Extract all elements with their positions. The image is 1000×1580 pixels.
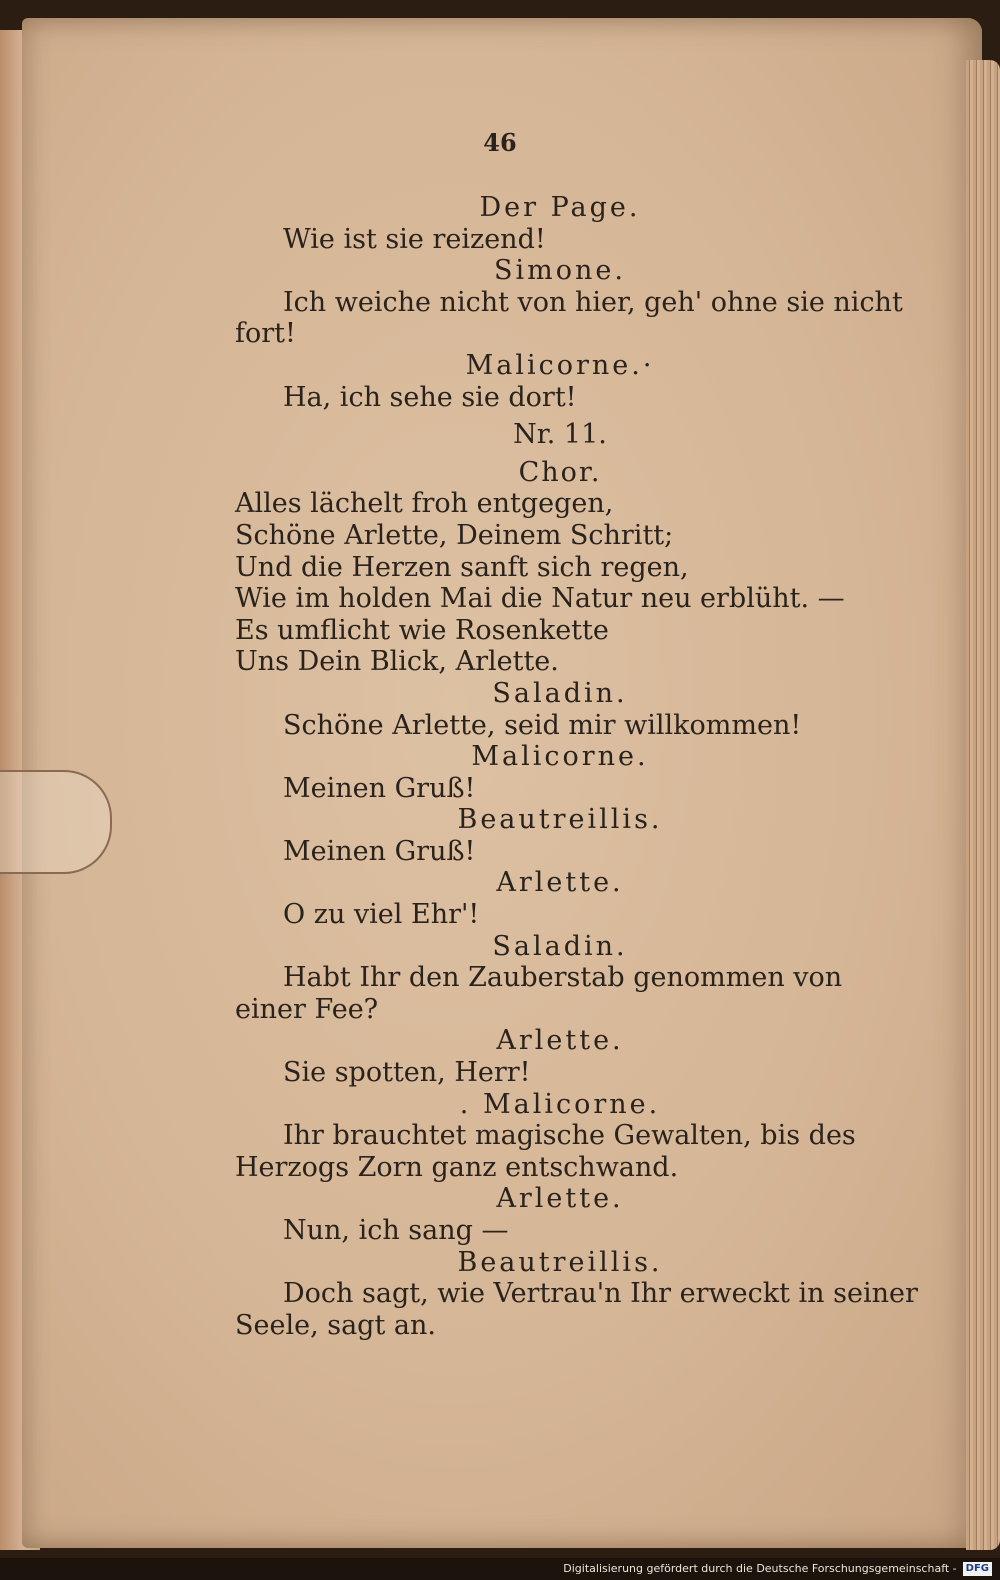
verse-line: Doch sagt, wie Vertrau'n Ihr erweckt in seiner [283, 1278, 918, 1310]
speaker-name: Saladin. [492, 677, 628, 709]
verse-line: Seele, sagt an. [235, 1309, 436, 1341]
speaker-name: Simone. [494, 255, 626, 287]
speaker-name: Saladin. [492, 930, 628, 962]
bookmark-tab [0, 770, 112, 874]
verse-line: Ha, ich sehe sie dort! [283, 381, 577, 413]
page-stack-edges [966, 60, 1000, 1550]
chorus-heading: Chor. [518, 456, 602, 488]
verse-line: Meinen Gruß! [283, 772, 476, 804]
verse-line: Ihr brauchtet magische Gewalten, bis des [283, 1120, 856, 1152]
speaker-name: Beautreillis. [457, 1246, 663, 1278]
verse-line: einer Fee? [235, 993, 379, 1025]
digitization-footer [0, 1558, 1000, 1580]
verse-line: Wie im holden Mai die Natur neu erblüht. — [235, 583, 845, 615]
speaker-name: Arlette. [496, 1025, 624, 1057]
number-heading: Nr. 11. [513, 419, 607, 451]
speaker-name: Arlette. [496, 1183, 624, 1215]
verse-line: O zu viel Ehr'! [283, 899, 480, 931]
speaker-name: Malicorne. [471, 741, 649, 773]
verse-line: Herzogs Zorn ganz entschwand. [235, 1151, 679, 1183]
speaker-name: . Malicorne. [459, 1088, 661, 1120]
verse-line: Und die Herzen sanft sich regen, [235, 551, 689, 583]
verse-line: Meinen Gruß! [283, 835, 476, 867]
verse-line: Ich weiche nicht von hier, geh' ohne sie nicht [283, 286, 903, 318]
verse-line: Es umflicht wie Rosenkette [235, 614, 609, 646]
verse-line: Nun, ich sang — [283, 1215, 509, 1246]
verse-line: Alles lächelt froh entgegen, [235, 488, 614, 520]
footer-credit: Digitalisierung gefördert durch die Deutsche Forschungsgemeinschaft - [563, 1562, 957, 1575]
verse-line: Wie ist sie reizend! [283, 223, 546, 255]
verse-line: Uns Dein Blick, Arlette. [235, 646, 559, 678]
speaker-name: Malicorne.· [465, 349, 655, 381]
page-number: 46 [483, 128, 517, 157]
page-text [235, 192, 918, 1341]
verse-line: Sie spotten, Herr! [283, 1057, 531, 1089]
verse-line: Schöne Arlette, seid mir willkommen! [283, 709, 802, 741]
speaker-name: Beautreillis. [457, 804, 663, 836]
verse-line: Schöne Arlette, Deinem Schritt; [235, 519, 674, 551]
verse-line: fort! [235, 318, 296, 350]
dfg-logo: DFG [963, 1562, 992, 1576]
speaker-name: Arlette. [496, 867, 624, 899]
speaker-name: Der Page. [479, 192, 641, 223]
verse-line: Habt Ihr den Zauberstab genommen von [283, 962, 843, 994]
